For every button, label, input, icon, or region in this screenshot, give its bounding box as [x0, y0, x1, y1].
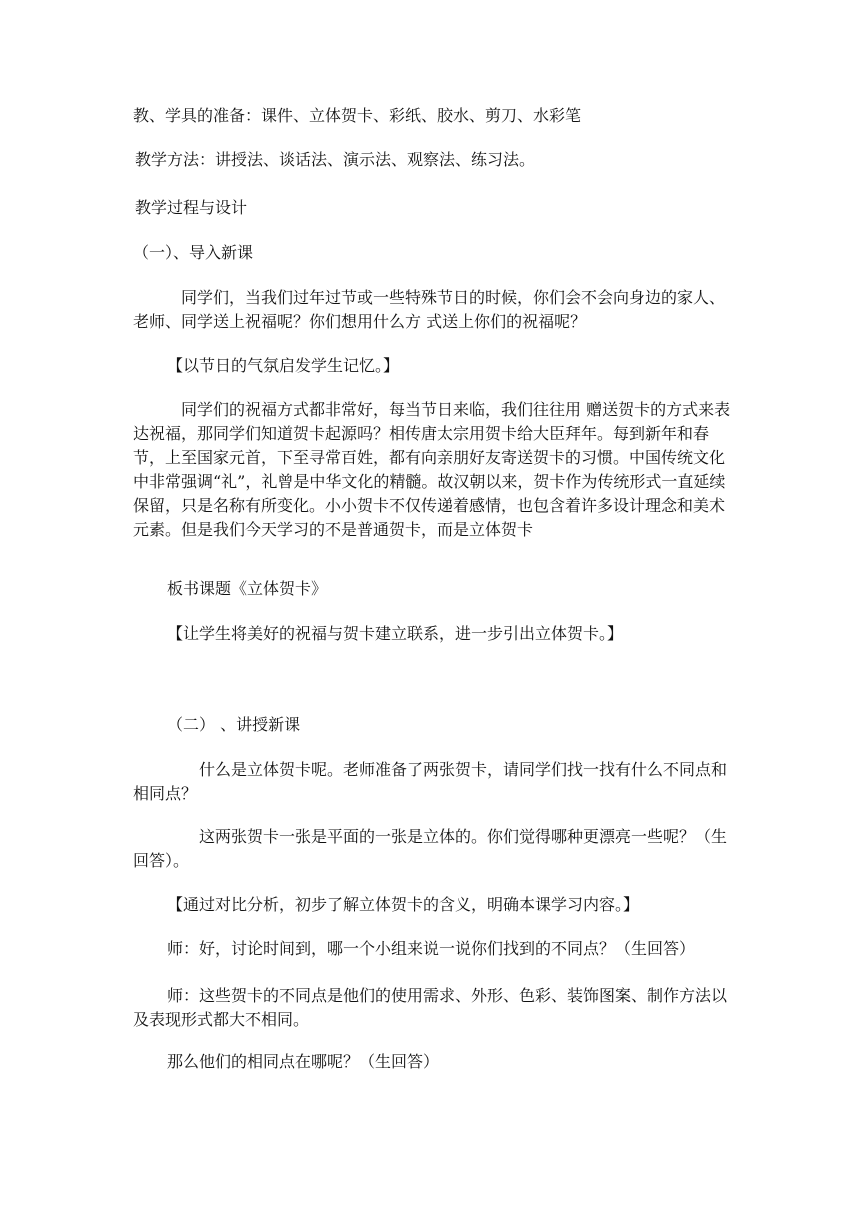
section-heading-intro: （一）、导入新课	[133, 243, 254, 262]
paragraph-card-origin: 同学们的祝福方式都非常好，每当节日来临，我们往往用 赠送贺卡的方式来表达祝福，那同学们知道贺卡起源吗？相传唐太宗用贺卡给大臣拜年。每到新年和春节，上至国家元首，下至寻常百姓，都有向亲朋好友寄送贺卡的习惯。中国传统文化中非常强调“礼”，礼曾是中华文化的精髓。故汉朝以来，贺卡作为传统形式一直延续保留，只是名称有所变化。小小贺卡不仅传递着感情，也包含着许多设计理念和美术元素。但是我们今天学习的不是普通贺卡，而是立体贺卡	[133, 400, 731, 539]
paragraph-differences: 师：这些贺卡的不同点是他们的使用需求、外形、色彩、装饰图案、制作方法以及表现形式都大不相同。	[133, 986, 728, 1029]
paragraph-two-cards: 这两张贺卡一张是平面的一张是立体的。你们觉得哪种更漂亮一些呢？（生回答）。	[133, 827, 728, 870]
section-heading-teaching: （二） 、讲授新课	[167, 715, 301, 734]
paragraph-intro-note: 【以节日的气氛启发学生记忆。】	[167, 356, 400, 375]
paragraph-similarities: 那么他们的相同点在哪呢？（生回答）	[167, 1052, 440, 1071]
paragraph-what-is-card: 什么是立体贺卡呢。老师准备了两张贺卡，请同学们找一找有什么不同点和相同点？	[133, 760, 728, 803]
paragraph-methods: 教学方法：讲授法、谈话法、演示法、观察法、练习法。	[135, 150, 536, 169]
paragraph-intro-question: 同学们，当我们过年过节或一些特殊节日的时候，你们会不会向身边的家人、老师、同学送上祝福呢？你们想用什么方 式送上你们的祝福呢？	[133, 288, 726, 331]
paragraph-board-title: 板书课题《立体贺卡》	[167, 579, 328, 598]
paragraph-compare-note: 【通过对比分析，初步了解立体贺卡的含义，明确本课学习内容。】	[167, 895, 640, 914]
paragraph-discussion: 师：好，讨论时间到，哪一个小组来说一说你们找到的不同点？（生回答）	[167, 939, 696, 958]
paragraph-process-heading: 教学过程与设计	[135, 198, 248, 217]
paragraph-link-note: 【让学生将美好的祝福与贺卡建立联系，进一步引出立体贺卡。】	[167, 624, 624, 643]
paragraph-materials: 教、学具的准备：课件、立体贺卡、彩纸、胶水、剪刀、水彩笔	[133, 106, 582, 125]
